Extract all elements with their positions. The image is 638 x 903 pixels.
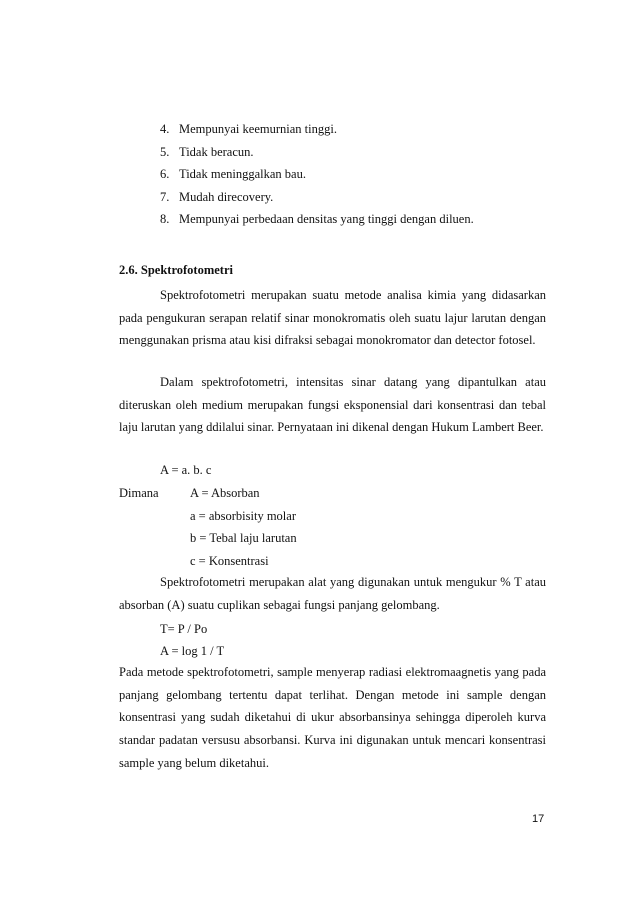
list-item-number: 8. [160,212,170,226]
list-item-text: Tidak beracun. [179,144,254,159]
list-item-number: 6. [160,167,170,181]
list-item-text: Mempunyai perbedaan densitas yang tinggi dengan diluen. [179,212,474,226]
paragraph-definition: Spektrofotometri merupakan suatu metode analisa kimia yang didasarkan pada pengukuran serapan relatif sinar monokromatis oleh suatu lajur larutan dengan menggunakan prisma atau kisi difraksi sebagai monokromator dan detector fotosel. [119,288,546,348]
list-item-number: 4. [160,122,170,136]
list-item-text: Mudah direcovery. [179,189,274,204]
section-heading: 2.6. Spektrofotometri [119,263,233,277]
list-item-number: 7. [160,189,170,204]
list-item [160,118,474,141]
list-item-number: 5. [160,144,170,159]
paragraph-lambert-beer: Dalam spektrofotometri, intensitas sinar datang yang dipantulkan atau diteruskan oleh medium merupakan fungsi eksponensial dari konsentrasi dan tebal laju larutan yang ddilalui sinar. Pernyataan ini dikenal dengan Hukum Lambert Beer. [119,375,546,435]
list-item-text: Mempunyai keemurnian tinggi. [179,122,337,136]
list-item [160,186,474,209]
page-number: 17 [532,813,545,825]
definition-konsentrasi: c = Konsentrasi [190,554,269,568]
dimana-label: Dimana [119,486,159,500]
paragraph-alat: Spektrofotometri merupakan alat yang digunakan untuk mengukur % T atau absorban (A) suatu cuplikan sebagai fungsi panjang gelombang. [119,575,546,612]
numbered-list [160,118,474,231]
formula-lambert-beer: A = a. b. c [160,463,212,477]
definition-absorbisity: a = absorbisity molar [190,509,296,523]
formula-transmitansi: T= P / Po [160,622,208,636]
list-item [160,208,474,231]
formula-absorban: A = log 1 / T [160,644,225,658]
paragraph-metode: Pada metode spektrofotometri, sample menyerap radiasi elektromaagnetis yang pada panjang gelombang tertentu dapat terlihat. Dengan metode ini sample dengan konsentrasi yang sudah diketahui di ukur absorbansinya sehingga diperoleh kurva standar padatan versusu absorbansi. Kurva ini digunakan untuk mencari konsentrasi sample yang belum diketahui. [119,665,546,770]
list-item [160,141,474,164]
definition-tebal: b = Tebal laju larutan [190,531,297,545]
list-item-text: Tidak meninggalkan bau. [179,167,306,181]
definition-absorban: A = Absorban [190,486,260,500]
list-item [160,163,474,186]
